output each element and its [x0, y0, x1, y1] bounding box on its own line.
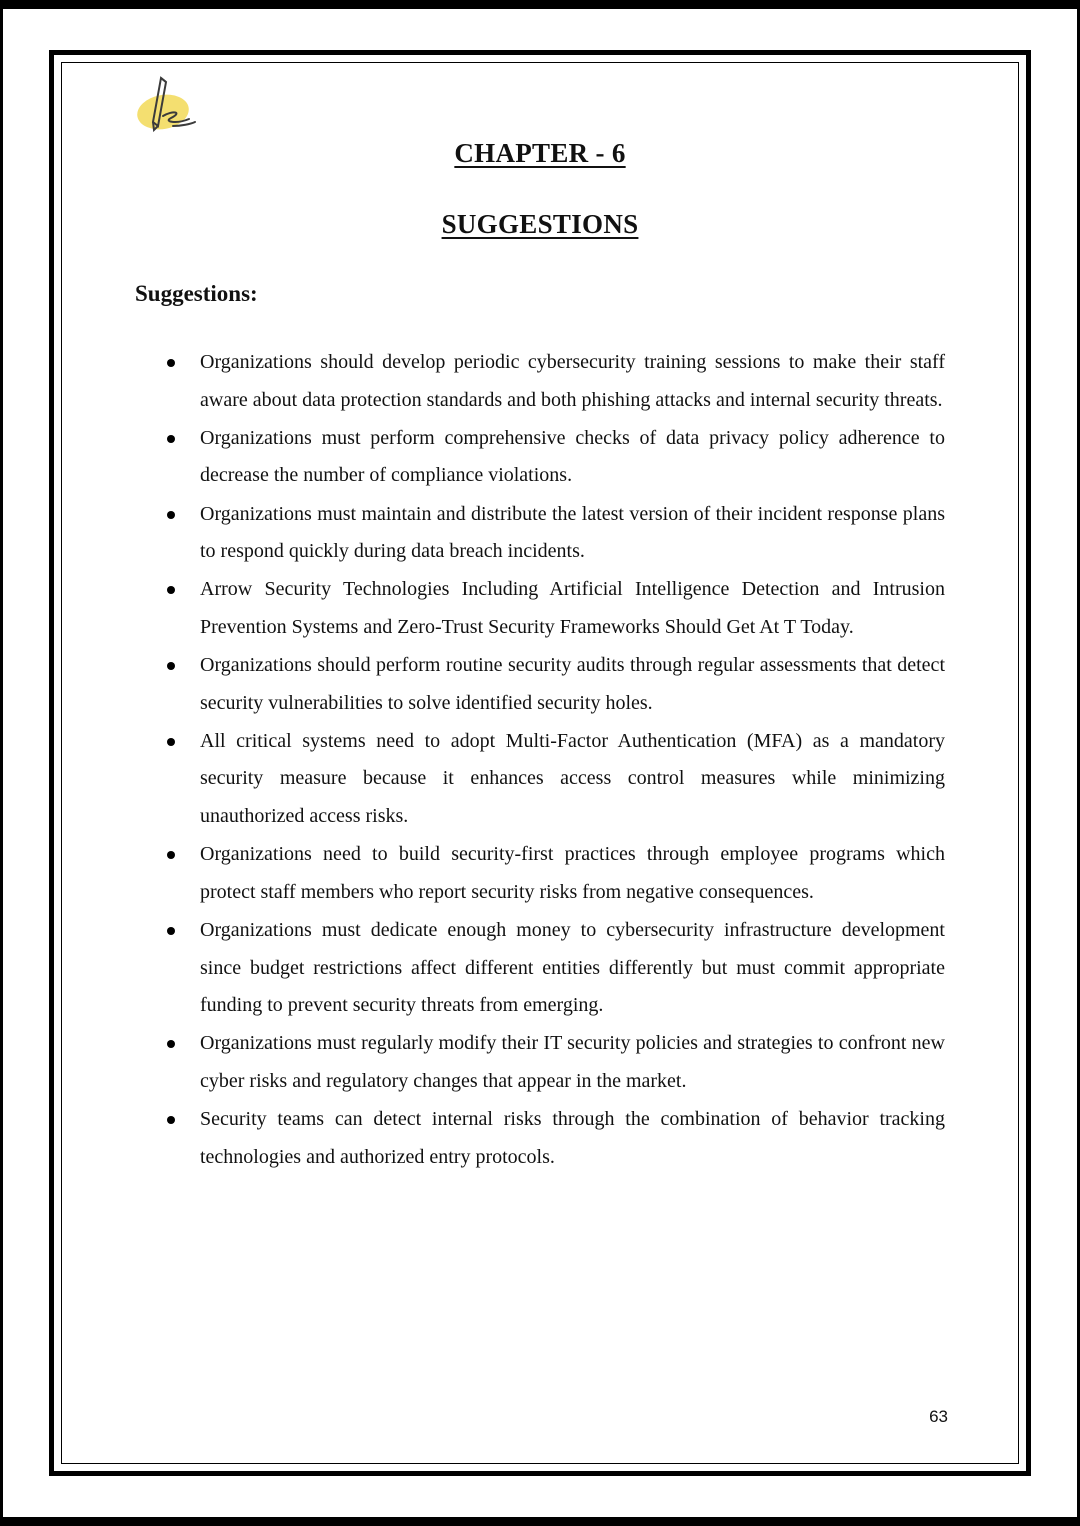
bullet-icon: [167, 435, 175, 443]
section-title: SUGGESTIONS: [441, 209, 639, 239]
list-item: Organizations should perform routine security audits through regular assessments that detect security vulnerabilities to solve identified security holes.: [200, 647, 945, 722]
list-item: Organizations should develop periodic cybersecurity training sessions to make their staff aware about data protection standards and both phishing attacks and internal security threats.: [200, 344, 945, 419]
list-item: All critical systems need to adopt Multi-Factor Authentication (MFA) as a mandatory security measure because it enhances access control measures while minimizing unauthorized access risks.: [200, 723, 945, 836]
bullet-icon: [167, 738, 175, 746]
list-item: Organizations must regularly modify their IT security policies and strategies to confront new cyber risks and regulatory changes that appear in the market.: [200, 1025, 945, 1100]
list-item: Organizations must dedicate enough money to cybersecurity infrastructure development since budget restrictions affect different entities differently but must commit appropriate funding to prevent security threats from emerging.: [200, 912, 945, 1025]
list-item: Organizations need to build security-first practices through employee programs which protect staff members who report security risks from negative consequences.: [200, 836, 945, 911]
bullet-icon: [167, 511, 175, 519]
list-item: Organizations must perform comprehensive checks of data privacy policy adherence to decrease the number of compliance violations.: [200, 420, 945, 495]
suggestions-list: [200, 344, 945, 1177]
bullet-icon: [167, 359, 175, 367]
pen-writing-icon: [133, 72, 203, 138]
list-item: Organizations must maintain and distribute the latest version of their incident response plans to respond quickly during data breach incidents.: [200, 496, 945, 571]
list-item: Security teams can detect internal risks through the combination of behavior tracking technologies and authorized entry protocols.: [200, 1101, 945, 1176]
suggestions-subheading: Suggestions:: [135, 281, 258, 306]
page-number: 63: [929, 1407, 948, 1426]
chapter-title: CHAPTER - 6: [454, 138, 626, 168]
list-item: Arrow Security Technologies Including Artificial Intelligence Detection and Intrusion Prevention Systems and Zero-Trust Security Frameworks Should Get At T Today.: [200, 571, 945, 646]
